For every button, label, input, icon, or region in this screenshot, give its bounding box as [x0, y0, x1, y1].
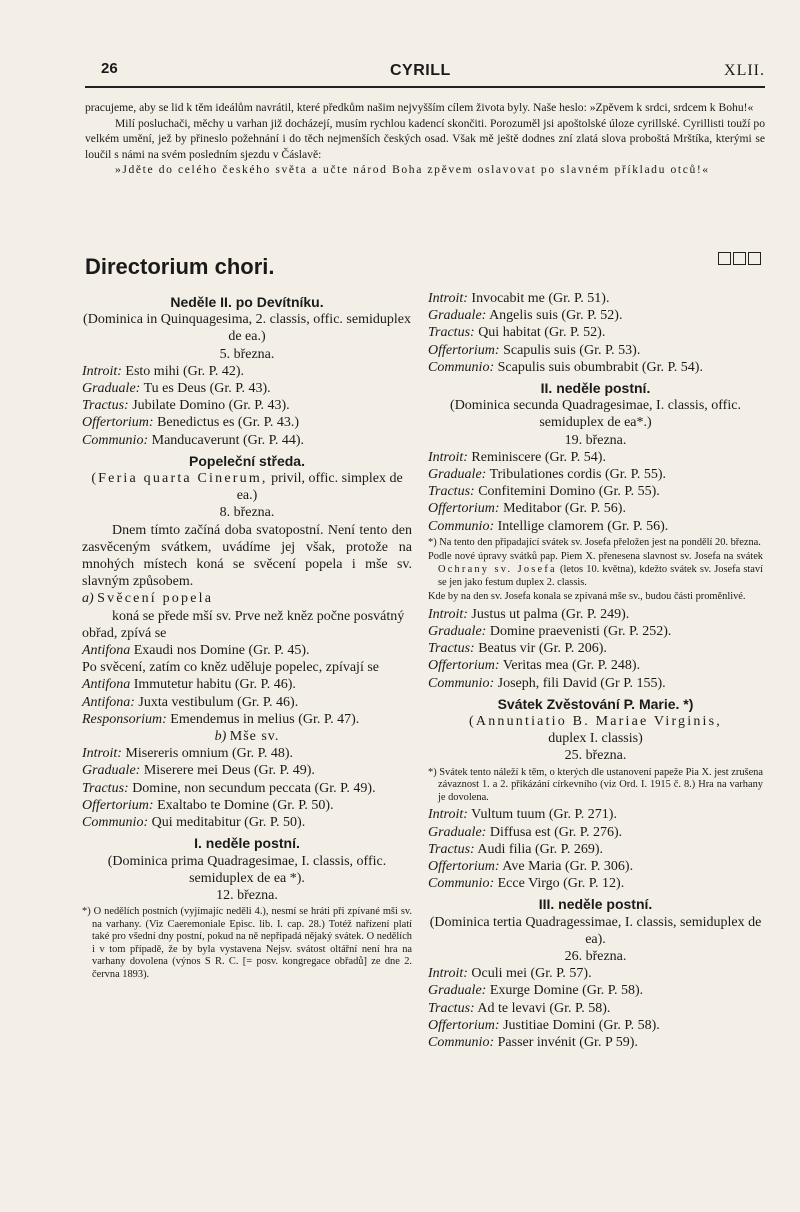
chant-part-label: Graduale: [428, 624, 487, 640]
chant-incipit: Reminiscere (Gr. P. 54). [471, 449, 606, 465]
chant-line [428, 824, 763, 841]
chant-line [428, 483, 763, 500]
chant-line [82, 414, 412, 431]
section-title: Directorium chori. [85, 254, 275, 279]
chant-part-label: Tractus: [428, 484, 475, 500]
chant-incipit: Angelis suis (Gr. P. 52). [489, 308, 623, 324]
chant-list [428, 806, 763, 892]
chant-part-label: Tractus: [82, 398, 129, 414]
volume-number: XLII. [724, 62, 765, 79]
chant-line [428, 965, 763, 982]
chant-incipit: Passer invénit (Gr. P 59). [497, 1035, 638, 1051]
rubric-text: Po svěcení, zatím co kněz uděluje popelec, zpívají se [82, 660, 380, 676]
chant-incipit: Vultum tuum (Gr. P. 271). [471, 807, 617, 823]
chant-list [428, 965, 763, 1051]
chant-incipit: Misereris omnium (Gr. P. 48). [125, 746, 294, 762]
chant-incipit: Justitiae Domini (Gr. P. 58). [503, 1017, 660, 1033]
chant-line [428, 342, 763, 359]
feast-date: 8. března. [219, 505, 275, 521]
feast-subtitle: (Dominica secunda Quadragesimae, I. classis, offic. semiduplex de ea*.) [450, 398, 741, 431]
feast-date: 19. března. [564, 432, 627, 448]
chant-line [428, 290, 763, 307]
chant-part-label: Introit: [428, 449, 468, 465]
chant-part-label: Graduale: [428, 467, 487, 483]
chant-part-label: Communio: [428, 1035, 495, 1051]
chant-list [428, 606, 763, 692]
chant-line [82, 762, 412, 779]
chant-incipit: Joseph, fili David (Gr P. 155). [497, 675, 666, 691]
rubric-heading: b) Mše sv. [214, 729, 280, 745]
rubric-text: Dnem tímto začíná doba svatopostní. Není tento den zasvěceným svátkem, uvádíme jej však, protože na mnohých místech koná se svěcení popela i mše sv. slavným způsobem. [82, 522, 412, 590]
chant-line [428, 640, 763, 657]
chant-part-label: Tractus: [428, 641, 475, 657]
feast-subtitle: (Dominica tertia Quadragessimae, I. classis, semiduplex de ea). [429, 914, 762, 947]
chant-incipit: Justus ut palma (Gr. P. 249). [471, 606, 630, 622]
feast-title: Svátek Zvěstování P. Marie. *) [497, 695, 694, 712]
chant-incipit: Qui meditabitur (Gr. P. 50). [151, 815, 306, 831]
chant-list [82, 363, 412, 449]
chant-part-label: Graduale: [82, 763, 141, 779]
chant-part-label: Introit: [82, 746, 122, 762]
chant-line [428, 606, 763, 623]
feast-date: 5. března. [219, 346, 275, 362]
footnote: Podle nové úpravy svátků pap. Piem X. přenesena slavnost sv. Josefa na svátek Ochrany sv. Josefa (letos 10. května), kdežto svátek sv. Josefa staví se jen jako festum duplex 2. classis. [428, 551, 763, 588]
chant-incipit: Domine praevenisti (Gr. P. 252). [489, 624, 672, 640]
chant-line [428, 875, 763, 892]
chant-incipit: Esto mihi (Gr. P. 42). [125, 363, 245, 379]
chant-incipit: Oculi mei (Gr. P. 57). [471, 966, 592, 982]
chant-part-label: Tractus: [428, 1000, 475, 1016]
feast-title: Neděle II. po Devítníku. [170, 294, 324, 310]
chant-line [82, 380, 412, 397]
chant-line [428, 324, 763, 341]
chant-part-label: Tractus: [428, 325, 475, 341]
intro-quote: »Jděte do celého českého světa a učte národ Boha zpěvem oslavovat po slavném příkladu otců!« [115, 163, 710, 177]
chant-line [428, 841, 763, 858]
ornament-boxes [718, 252, 761, 265]
chant-part-label: Offertorium: [428, 342, 500, 358]
chant-part-label: Communio: [428, 876, 495, 892]
feast-date: 25. března. [564, 748, 627, 764]
chant-incipit: Qui habitat (Gr. P. 52). [478, 325, 606, 341]
chant-incipit: Intellige clamorem (Gr. P. 56). [497, 518, 669, 534]
right-column [428, 290, 763, 1051]
intro-paragraph: Milí posluchači, měchy u varhan již docházejí, musím rychlou kadencí skončiti. Porozuměl jsi apoštolské úloze cyrillské. Cyrillisti touží po velkém umění, jež by přineslo požehnání i do těch nejmenších českých osad. Však mě ještě dodnes zní zlatá slova proboštá Mrštíka, kterými se loučil s námi na svém posledním sjezdu v Čáslavě: [85, 116, 765, 161]
chant-line [428, 657, 763, 674]
feast-title: Popeleční středa. [189, 452, 305, 469]
footnote: *) O nedělích postních (vyjímajíc neděli 4.), nesmí se hráti při zpívané mši sv. na varhany. (Viz Caeremoniale Episc. lib. I. cap. 28.) Totéž nařízení platí také pro všední dny postní, pokud na ně nepřipadá nějaký svátek. O nedělích i v tom případě, že by byla vystavena Nejsv. svátost oltářní není hra na varhany dovolena (výnos S R. C. [= posv. kongregace obřadů] ze dne 2. června 1893). [82, 906, 412, 981]
chant-line [428, 307, 763, 324]
chant-line [428, 518, 763, 535]
chant-line: Antifona Immutetur habitu (Gr. P. 46). [82, 677, 296, 693]
feast-subtitle: (Annuntiatio B. Mariae Virginis, duplex I. classis) [469, 714, 722, 747]
chant-incipit: Domine, non secundum peccata (Gr. P. 49). [132, 780, 376, 796]
chant-line [82, 397, 412, 414]
running-header [85, 60, 765, 84]
chant-line [428, 675, 763, 692]
chant-incipit: Ad te levavi (Gr. P. 58). [477, 1000, 611, 1016]
feast-date: 26. března. [564, 949, 627, 965]
chant-incipit: Invocabit me (Gr. P. 51). [471, 291, 610, 306]
chant-line [82, 797, 412, 814]
intro-text [85, 100, 765, 178]
feast-date: 12. března. [216, 887, 278, 903]
chant-incipit: Ave Maria (Gr. P. 306). [502, 859, 634, 875]
chant-incipit: Meditabor (Gr. P. 56). [503, 501, 626, 517]
chant-incipit: Exurge Domine (Gr. P. 58). [489, 983, 644, 999]
page-number: 26 [101, 60, 118, 77]
rubric-text: koná se přede mší sv. Prve než kněz počne posvátný obřad, zpívá se [82, 608, 405, 641]
chant-part-label: Communio: [82, 815, 149, 831]
feast-title: I. neděle postní. [194, 835, 300, 852]
chant-incipit: Tribulationes cordis (Gr. P. 55). [489, 467, 667, 483]
chant-line [428, 623, 763, 640]
chant-part-label: Graduale: [428, 824, 487, 840]
feast-subtitle: (Dominica prima Quadragesimae, I. classis, offic. semiduplex de ea *). [107, 853, 387, 886]
chant-line: Antifona: Juxta vestibulum (Gr. P. 46). [82, 694, 299, 710]
chant-line [82, 814, 412, 831]
chant-part-label: Communio: [428, 518, 495, 534]
chant-line [428, 806, 763, 823]
chant-line [428, 1000, 763, 1017]
chant-part-label: Offertorium: [428, 501, 500, 517]
chant-list [82, 745, 412, 831]
chant-line [428, 982, 763, 999]
chant-part-label: Offertorium: [428, 658, 500, 674]
chant-part-label: Offertorium: [428, 1017, 500, 1033]
chant-incipit: Veritas mea (Gr. P. 248). [502, 658, 641, 674]
feast-subtitle: (Dominica in Quinquagesima, 2. classis, offic. semiduplex de ea.) [83, 312, 411, 345]
chant-part-label: Introit: [428, 606, 468, 622]
chant-incipit: Miserere mei Deus (Gr. P. 49). [143, 763, 315, 779]
chant-part-label: Introit: [428, 291, 468, 306]
chant-line [428, 858, 763, 875]
feast-title: II. neděle postní. [540, 380, 651, 397]
chant-list [428, 290, 763, 376]
chant-part-label: Communio: [428, 359, 495, 375]
chant-line [428, 1034, 763, 1051]
chant-incipit: Audi filia (Gr. P. 269). [477, 841, 604, 857]
chant-line: Responsorium: Emendemus in melius (Gr. P. 47). [82, 711, 360, 727]
chant-incipit: Ecce Virgo (Gr. P. 12). [497, 876, 625, 892]
chant-part-label: Communio: [428, 675, 495, 691]
chant-incipit: Benedictus es (Gr. P. 43.) [157, 415, 299, 431]
chant-incipit: Exaltabo te Domine (Gr. P. 50). [157, 797, 334, 813]
chant-line [82, 363, 412, 380]
chant-part-label: Tractus: [428, 841, 475, 857]
footnote: Kde by na den sv. Josefa konala se zpívaná mše sv., budou části proměnlivé. [428, 591, 746, 603]
chant-incipit: Scapulis suis obumbrabit (Gr. P. 54). [497, 359, 703, 375]
chant-incipit: Confitemini Domino (Gr. P. 55). [478, 484, 660, 500]
chant-line [82, 745, 412, 762]
chant-part-label: Graduale: [82, 381, 141, 397]
chant-incipit: Manducaverunt (Gr. P. 44). [151, 432, 305, 448]
footnote: *) Svátek tento náleží k těm, o kterých dle ustanovení papeže Pia X. jest zrušena závaznost 1. a 2. přikázání církevního (viz Ord. I. 1915 č. 8.) Hra na varhany je dovolena. [428, 766, 763, 803]
footnote: *) Na tento den připadající svátek sv. Josefa přeložen jest na pondělí 20. března. [428, 536, 761, 548]
chant-line [82, 432, 412, 449]
chant-incipit: Diffusa est (Gr. P. 276). [489, 824, 623, 840]
chant-line [82, 780, 412, 797]
feast-subtitle: (Feria quarta Cinerum, privil, offic. simplex de ea.) [91, 471, 403, 504]
chant-part-label: Introit: [428, 966, 468, 982]
chant-line [428, 466, 763, 483]
chant-part-label: Offertorium: [82, 415, 154, 431]
chant-incipit: Beatus vir (Gr. P. 206). [478, 641, 607, 657]
header-rule [85, 86, 765, 88]
rubric-heading: a) Svěcení popela [82, 591, 214, 607]
chant-line: Antifona Exaudi nos Domine (Gr. P. 45). [82, 643, 310, 659]
intro-paragraph: pracujeme, aby se lid k těm ideálům navrátil, které předkům našim nejvyšším cílem života byly. Naše heslo: »Zpěvem k srdci, srdcem k Bohu!« [85, 101, 754, 114]
chant-incipit: Scapulis suis (Gr. P. 53). [503, 342, 641, 358]
journal-title: CYRILL [390, 62, 451, 79]
chant-part-label: Introit: [82, 363, 122, 379]
chant-incipit: Jubilate Domino (Gr. P. 43). [132, 398, 290, 414]
chant-part-label: Graduale: [428, 308, 487, 324]
feast-title: III. neděle postní. [538, 896, 653, 913]
chant-part-label: Graduale: [428, 983, 487, 999]
chant-line [428, 359, 763, 376]
chant-part-label: Offertorium: [82, 797, 154, 813]
chant-part-label: Offertorium: [428, 859, 500, 875]
chant-part-label: Communio: [82, 432, 149, 448]
chant-part-label: Tractus: [82, 780, 129, 796]
chant-line [428, 500, 763, 517]
chant-part-label: Introit: [428, 807, 468, 823]
chant-list [428, 449, 763, 535]
chant-incipit: Tu es Deus (Gr. P. 43). [143, 381, 271, 397]
left-column [82, 290, 412, 984]
chant-line [428, 449, 763, 466]
chant-line [428, 1017, 763, 1034]
